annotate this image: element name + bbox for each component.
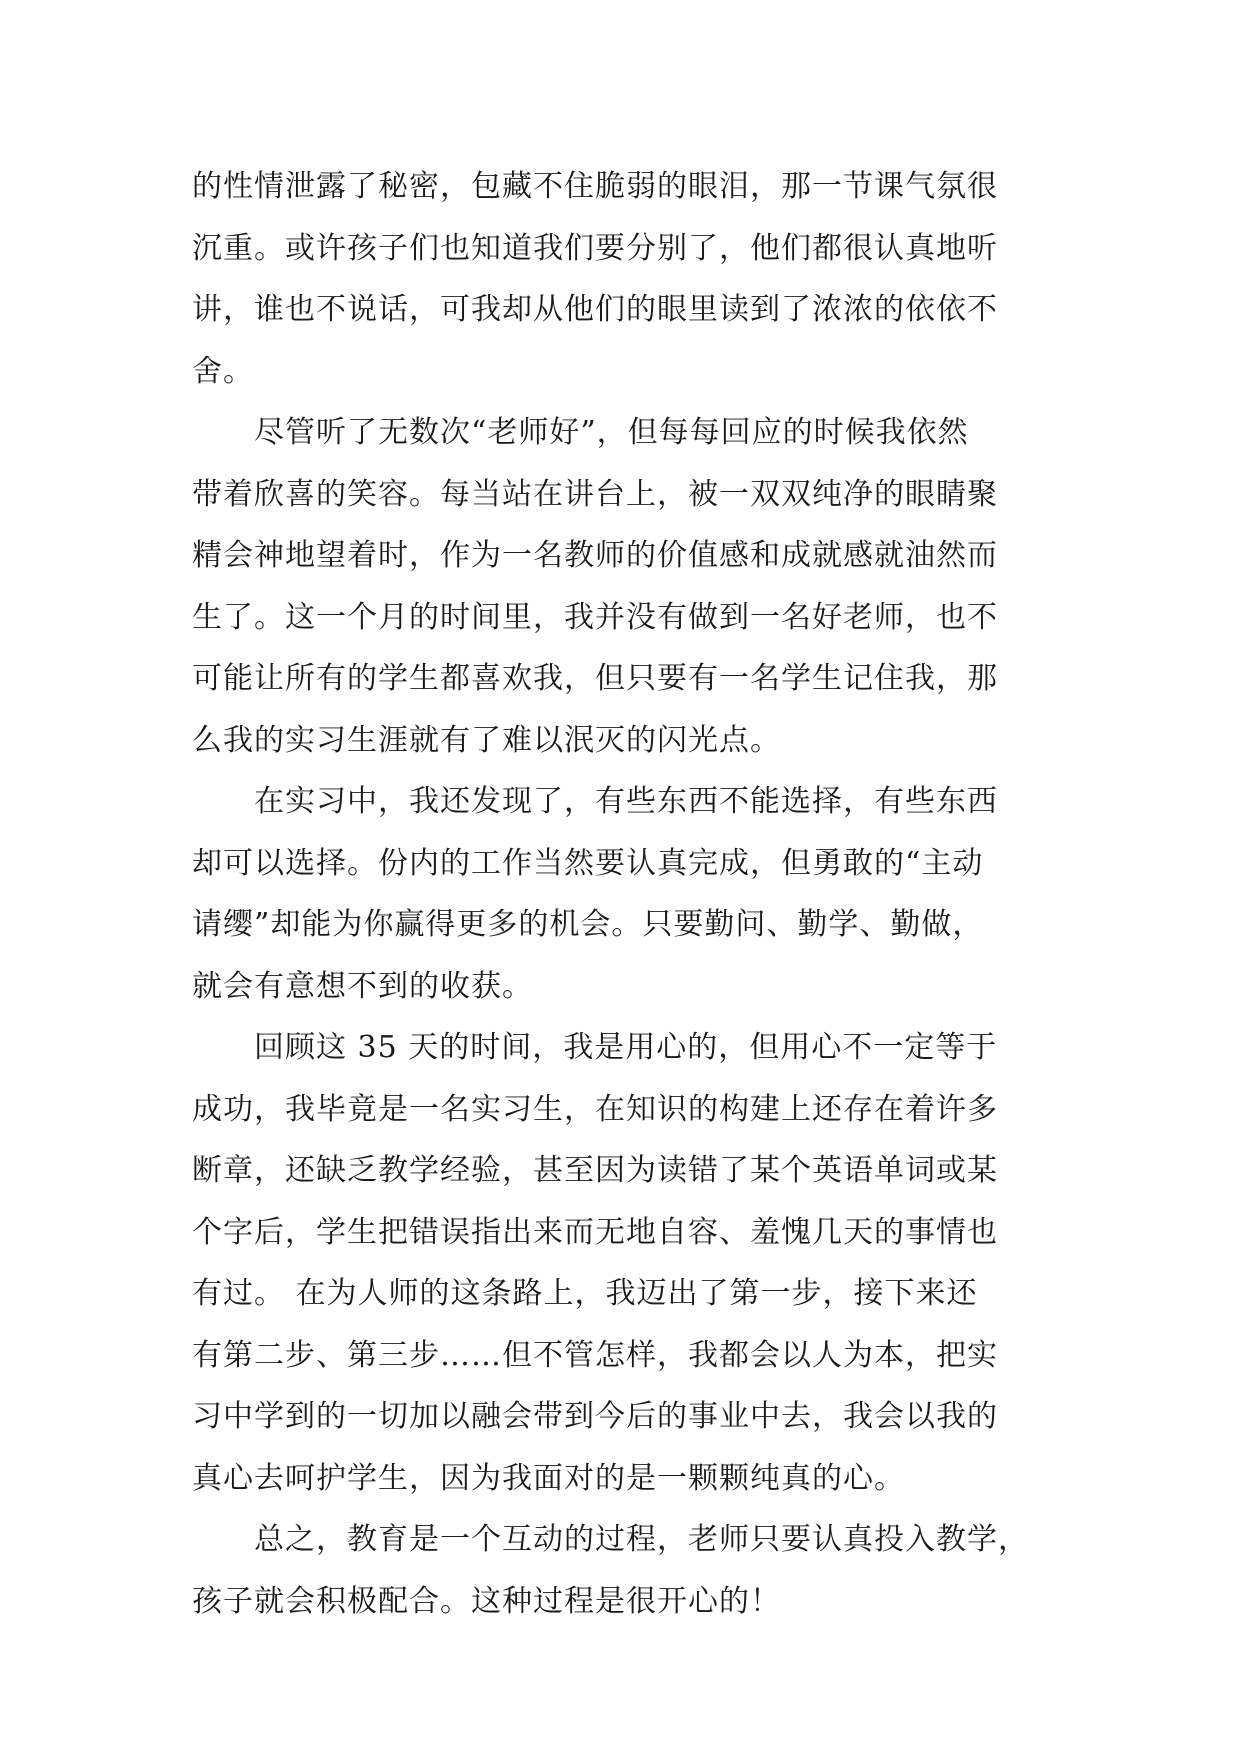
text-line: 成功，我毕竟是一名实习生，在知识的构建上还存在着许多 xyxy=(192,1091,998,1127)
text-line: 讲，谁也不说话，可我却从他们的眼里读到了浓浓的依依不 xyxy=(192,292,998,327)
text-line: 尽管听了无数次“老师好”，但每每回应的时候我依然 xyxy=(192,415,969,450)
document-body xyxy=(192,156,1052,1632)
text-line: 有过。 在为人师的这条路上，我迈出了第一步，接下来还 xyxy=(192,1276,978,1311)
text-line: 精会神地望着时，作为一名教师的价值感和成就感就油然而 xyxy=(192,538,998,573)
text-line: 么我的实习生涯就有了难以泯灭的闪光点。 xyxy=(192,722,781,758)
text-line: 孩子就会积极配合。这种过程是很开心的！ xyxy=(192,1583,781,1619)
text-line: 可能让所有的学生都喜欢我，但只要有一名学生记住我，那 xyxy=(192,661,998,696)
text-line: 请缨”却能为你赢得更多的机会。只要勤问、勤学、勤做， xyxy=(192,907,984,942)
text-line: 生了。这一个月的时间里，我并没有做到一名好老师，也不 xyxy=(192,599,998,635)
text-line: 习中学到的一切加以融会带到今后的事业中去，我会以我的 xyxy=(192,1399,998,1434)
text-line: 断章，还缺乏教学经验，甚至因为读错了某个英语单词或某 xyxy=(192,1153,998,1188)
text-line: 真心去呵护学生，因为我面对的是一颗颗纯真的心。 xyxy=(192,1460,905,1496)
text-line: 沉重。或许孩子们也知道我们要分别了，他们都很认真地听 xyxy=(192,230,998,266)
text-line: 却可以选择。份内的工作当然要认真完成，但勇敢的“主动 xyxy=(192,845,984,881)
text-line: 就会有意想不到的收获。 xyxy=(192,968,533,1004)
text-line: 在实习中，我还发现了，有些东西不能选择，有些东西 xyxy=(192,784,998,819)
text-line: 总之，教育是一个互动的过程，老师只要认真投入教学， xyxy=(192,1522,1029,1557)
text-line: 舍。 xyxy=(192,353,254,389)
text-line: 有第二步、第三步……但不管怎样，我都会以人为本，把实 xyxy=(192,1337,998,1373)
text-line: 回顾这 35 天的时间，我是用心的，但用心不一定等于 xyxy=(192,1030,998,1065)
text-line: 的性情泄露了秘密，包藏不住脆弱的眼泪，那一节课气氛很 xyxy=(192,169,998,204)
text-line: 个字后，学生把错误指出来而无地自容、羞愧几天的事情也 xyxy=(192,1214,998,1250)
text-line: 带着欣喜的笑容。每当站在讲台上，被一双双纯净的眼睛聚 xyxy=(192,476,998,512)
